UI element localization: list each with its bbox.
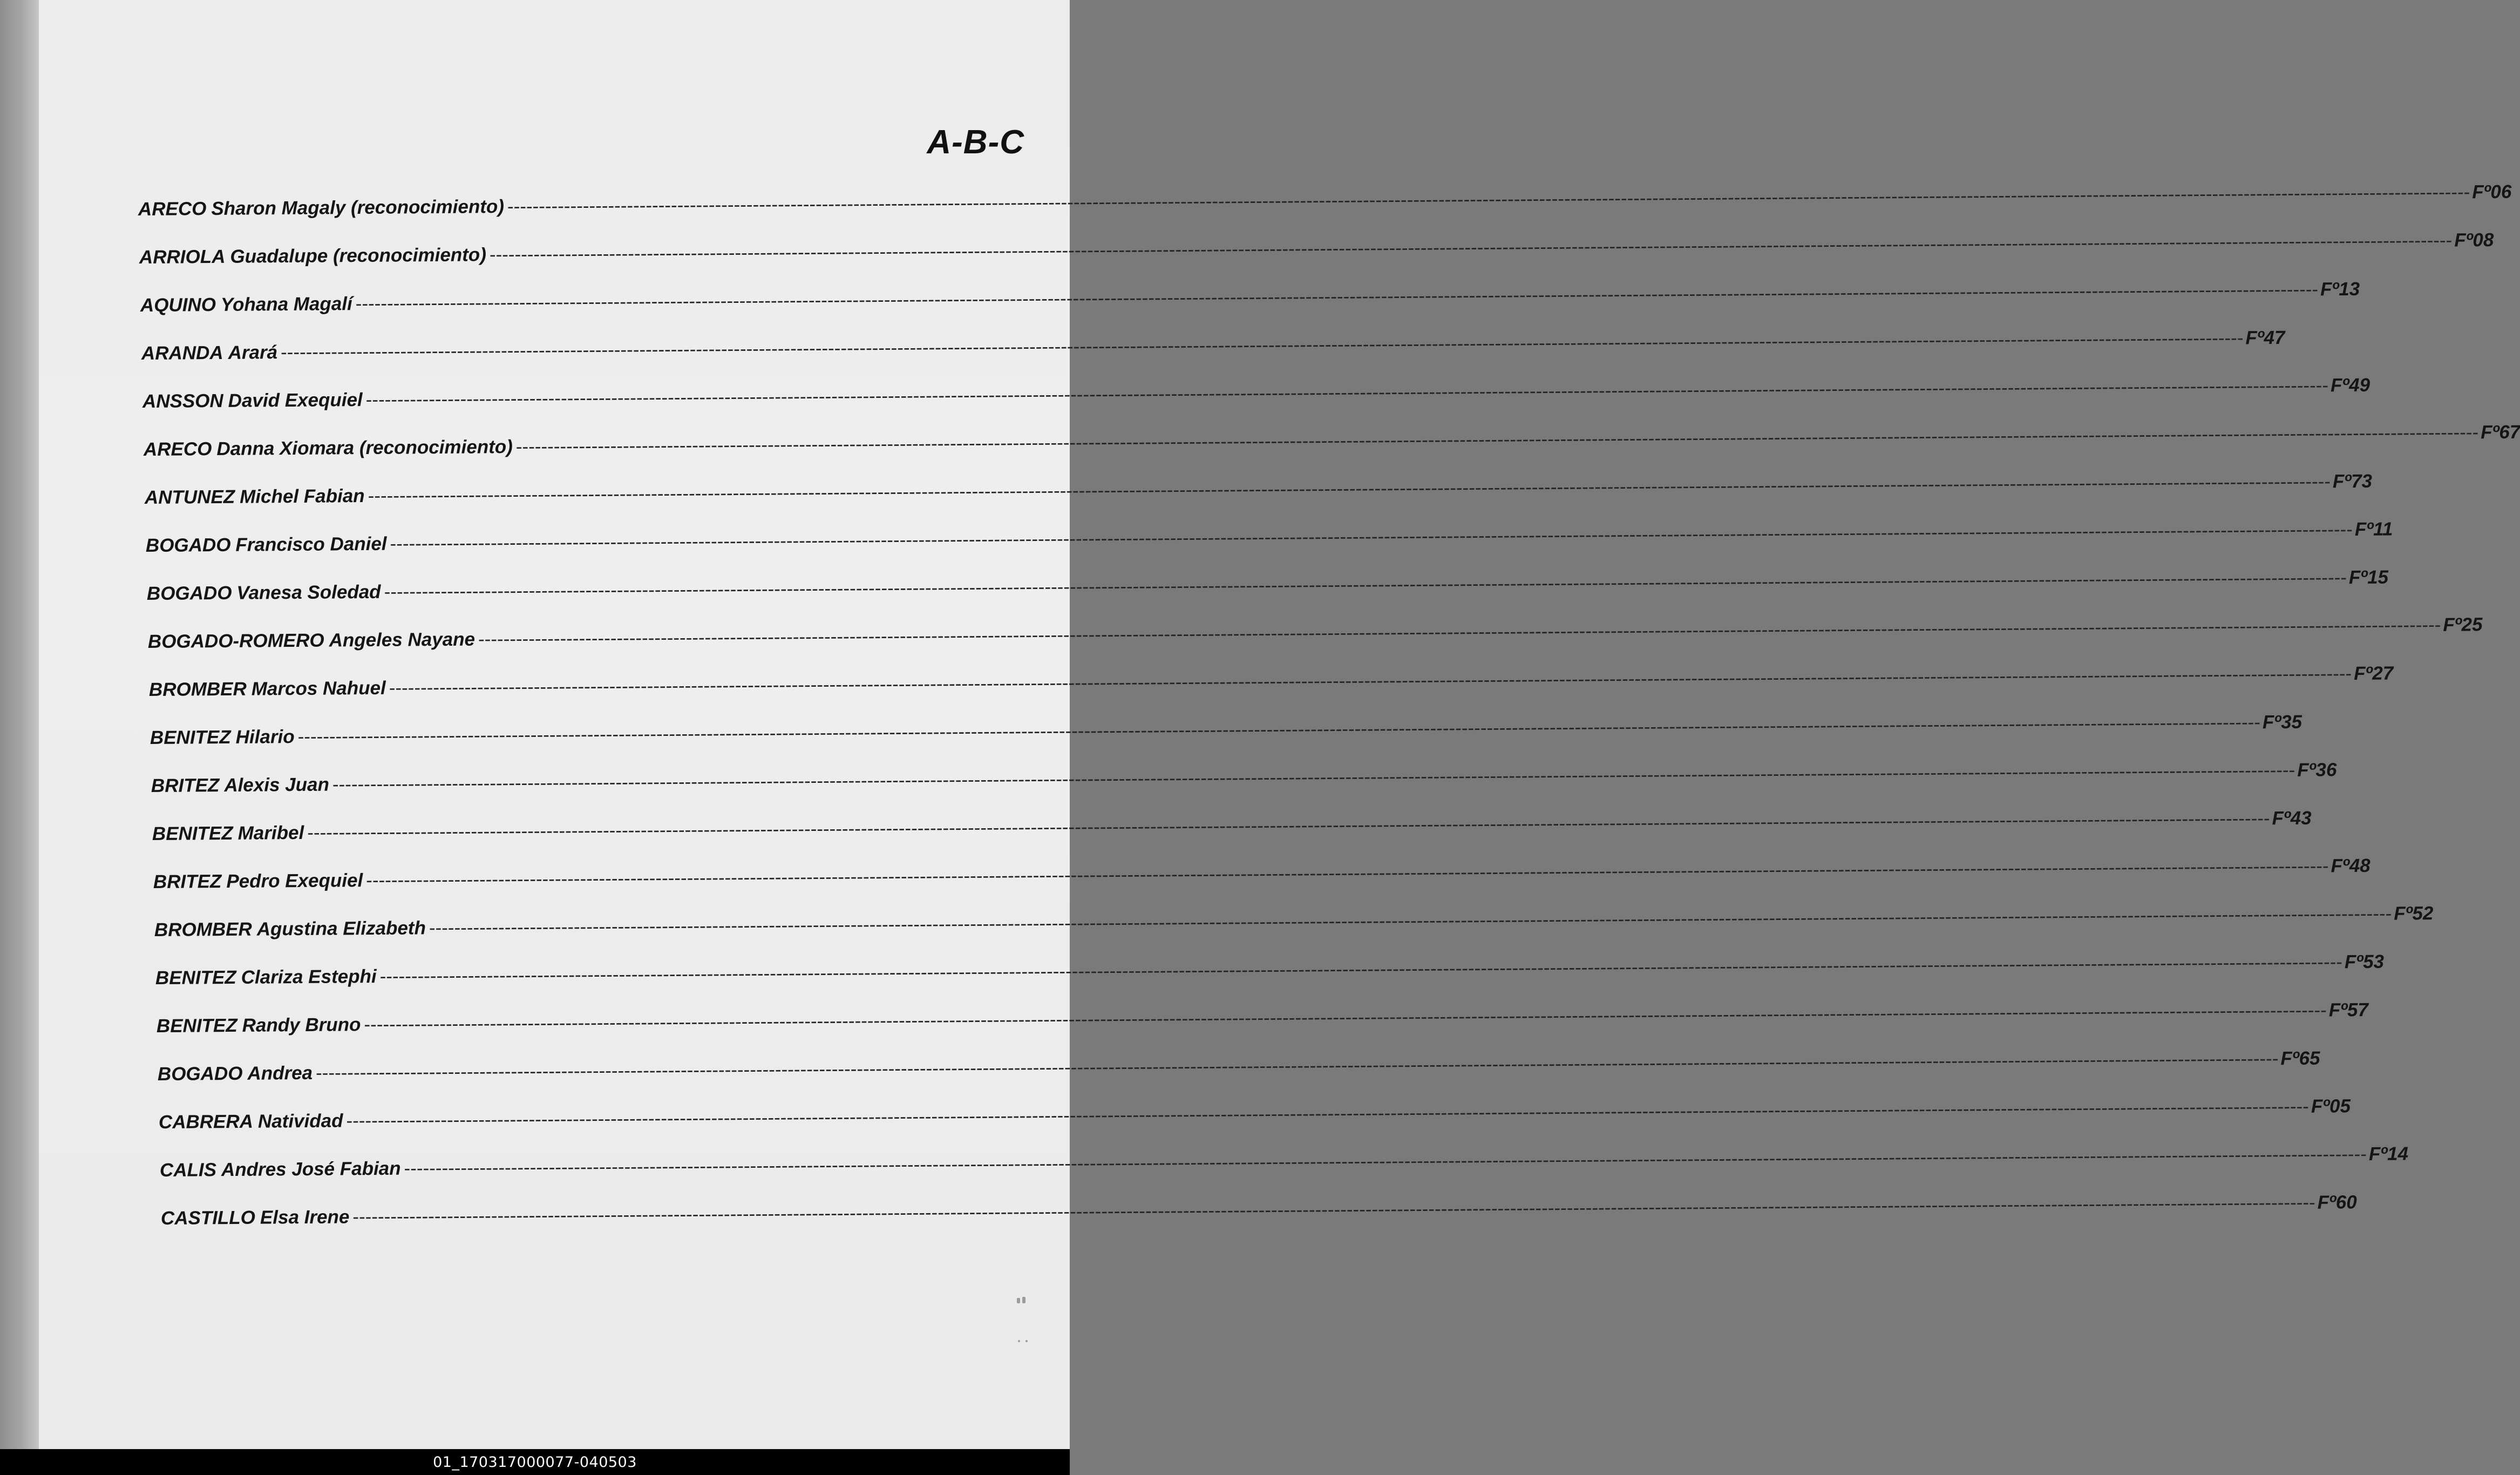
index-entry <box>138 181 2512 225</box>
entry-folio: Fº52 <box>2394 903 2434 924</box>
index-entry <box>147 614 2483 657</box>
entry-given-name: Pedro Exequiel <box>226 870 363 892</box>
entry-surname: BOGADO-ROMERO <box>147 630 324 652</box>
entry-surname: BENITEZ <box>152 822 233 844</box>
entry-folio: Fº67 <box>2481 421 2520 443</box>
entry-given-name: Elsa Irene <box>260 1206 350 1228</box>
index-entry <box>155 951 2385 993</box>
index-entry <box>154 903 2434 945</box>
speck-mark <box>1022 1297 1025 1303</box>
entry-given-name: Guadalupe (reconocimiento) <box>230 244 487 267</box>
entry-given-name: Agustina Elizabeth <box>256 917 426 940</box>
entry-given-name: Andres José Fabian <box>221 1158 401 1181</box>
entry-given-name: Michel Fabian <box>240 485 365 508</box>
entry-given-name: Clariza Estephi <box>241 965 377 988</box>
entry-folio: Fº47 <box>2245 327 2285 349</box>
entry-given-name: Angeles Nayane <box>329 628 476 651</box>
leader-dashes <box>384 567 2347 603</box>
entry-surname: ANTUNEZ <box>144 486 235 508</box>
entry-given-name: Hilario <box>235 726 295 748</box>
entry-folio: Fº65 <box>2280 1047 2320 1070</box>
image-caption-bar <box>0 1449 1070 1475</box>
index-entry <box>143 421 2520 465</box>
entry-surname: BRITEZ <box>151 775 220 796</box>
speck-mark <box>1018 1340 1020 1342</box>
index-entry <box>142 374 2370 417</box>
index-entry <box>145 518 2393 561</box>
index-entry <box>144 470 2373 513</box>
leader-dashes <box>516 422 2479 458</box>
leader-dashes <box>332 760 2295 796</box>
image-caption: 01_170317000077-040503 <box>433 1453 637 1471</box>
entry-given-name: Danna Xiomara (reconocimiento) <box>216 436 513 460</box>
leader-dashes <box>507 181 2470 218</box>
index-entry <box>140 278 2360 321</box>
leader-dashes <box>364 1000 2327 1036</box>
leader-dashes <box>307 808 2270 844</box>
entry-given-name: Yohana Magalí <box>220 293 352 315</box>
entry-folio: Fº49 <box>2330 374 2370 396</box>
entry-given-name: Vanesa Soledad <box>236 581 381 604</box>
index-entry <box>152 807 2312 849</box>
speck-mark <box>1025 1340 1028 1342</box>
entry-folio: Fº43 <box>2272 807 2312 829</box>
entry-folio: Fº05 <box>2311 1095 2351 1117</box>
entry-surname: ARECO <box>143 438 212 460</box>
index-entry <box>153 855 2370 897</box>
index-entry <box>151 759 2337 801</box>
entry-folio: Fº14 <box>2368 1143 2409 1165</box>
leader-dashes <box>429 903 2392 939</box>
leader-dashes <box>379 951 2342 987</box>
entry-folio: Fº13 <box>2320 278 2360 300</box>
entry-folio: Fº06 <box>2472 181 2512 203</box>
entry-given-name: Randy Bruno <box>242 1014 361 1036</box>
speck-mark <box>1017 1298 1020 1303</box>
entry-folio: Fº08 <box>2454 229 2494 251</box>
index-entry <box>157 1047 2320 1090</box>
entry-folio: Fº73 <box>2332 470 2373 492</box>
entry-surname: AQUINO <box>140 294 216 316</box>
index-entry <box>159 1143 2409 1186</box>
leader-dashes <box>390 519 2353 555</box>
paper-specks <box>1014 1290 1035 1344</box>
index-entry <box>148 662 2394 705</box>
entry-folio: Fº15 <box>2348 566 2389 588</box>
leader-dashes <box>297 712 2260 748</box>
entry-given-name: David Exequiel <box>228 389 363 411</box>
entry-folio: Fº57 <box>2328 999 2369 1021</box>
section-heading: A-B-C <box>927 124 1024 161</box>
document-page <box>39 0 2520 1449</box>
leader-dashes <box>478 614 2441 651</box>
entry-surname: CASTILLO <box>160 1207 256 1229</box>
entry-surname: BENITEZ <box>150 726 231 748</box>
entry-surname: BOGADO <box>146 582 232 604</box>
index-entry <box>141 327 2285 369</box>
entry-given-name: Sharon Magaly (reconocimiento) <box>211 196 505 220</box>
entry-surname: BENITEZ <box>156 1014 237 1037</box>
entry-surname: CALIS <box>159 1159 217 1181</box>
entry-surname: BENITEZ <box>155 966 236 989</box>
leader-dashes <box>366 855 2329 891</box>
entry-surname: BOGADO <box>145 534 231 556</box>
entry-given-name: Maribel <box>237 822 304 844</box>
entry-given-name: Francisco Daniel <box>235 533 387 556</box>
leader-dashes <box>490 230 2453 266</box>
index-entry <box>139 229 2494 273</box>
leader-dashes <box>368 471 2331 507</box>
entry-surname: ANSSON <box>142 390 223 412</box>
leader-dashes <box>356 279 2319 315</box>
entry-folio: Fº27 <box>2353 662 2394 685</box>
entry-given-name: Natividad <box>257 1110 343 1132</box>
leader-dashes <box>346 1096 2309 1132</box>
entry-surname: ARRIOLA <box>139 246 226 268</box>
index-entry <box>160 1192 2357 1234</box>
entry-surname: BROMBER <box>148 678 247 700</box>
entry-surname: ARECO <box>138 198 207 220</box>
entry-surname: CABRERA <box>158 1111 254 1133</box>
entry-surname: BOGADO <box>157 1063 243 1085</box>
index-entry <box>146 566 2389 609</box>
entry-given-name: Alexis Juan <box>224 774 330 796</box>
entry-surname: ARANDA <box>141 342 223 364</box>
index-list <box>39 0 2520 1296</box>
entry-given-name: Andrea <box>247 1062 313 1084</box>
entry-given-name: Marcos Nahuel <box>251 677 386 700</box>
entry-given-name: Arará <box>228 342 278 363</box>
entry-folio: Fº25 <box>2443 614 2483 635</box>
index-entry <box>150 711 2302 753</box>
leader-dashes <box>281 327 2244 363</box>
entry-folio: Fº48 <box>2331 855 2370 877</box>
entry-folio: Fº53 <box>2344 951 2385 973</box>
index-entry <box>156 999 2369 1041</box>
entry-surname: BRITEZ <box>153 871 222 892</box>
leader-dashes <box>352 1192 2315 1228</box>
leader-dashes <box>316 1048 2279 1084</box>
index-entry <box>158 1095 2351 1138</box>
page-edge-shadow <box>0 0 39 1449</box>
entry-surname: BROMBER <box>154 918 252 941</box>
entry-folio: Fº36 <box>2297 759 2337 781</box>
entry-folio: Fº35 <box>2262 711 2302 733</box>
entry-folio: Fº60 <box>2317 1192 2357 1213</box>
leader-dashes <box>389 663 2352 699</box>
leader-dashes <box>404 1144 2367 1180</box>
leader-dashes <box>366 375 2329 411</box>
entry-folio: Fº11 <box>2354 518 2393 540</box>
